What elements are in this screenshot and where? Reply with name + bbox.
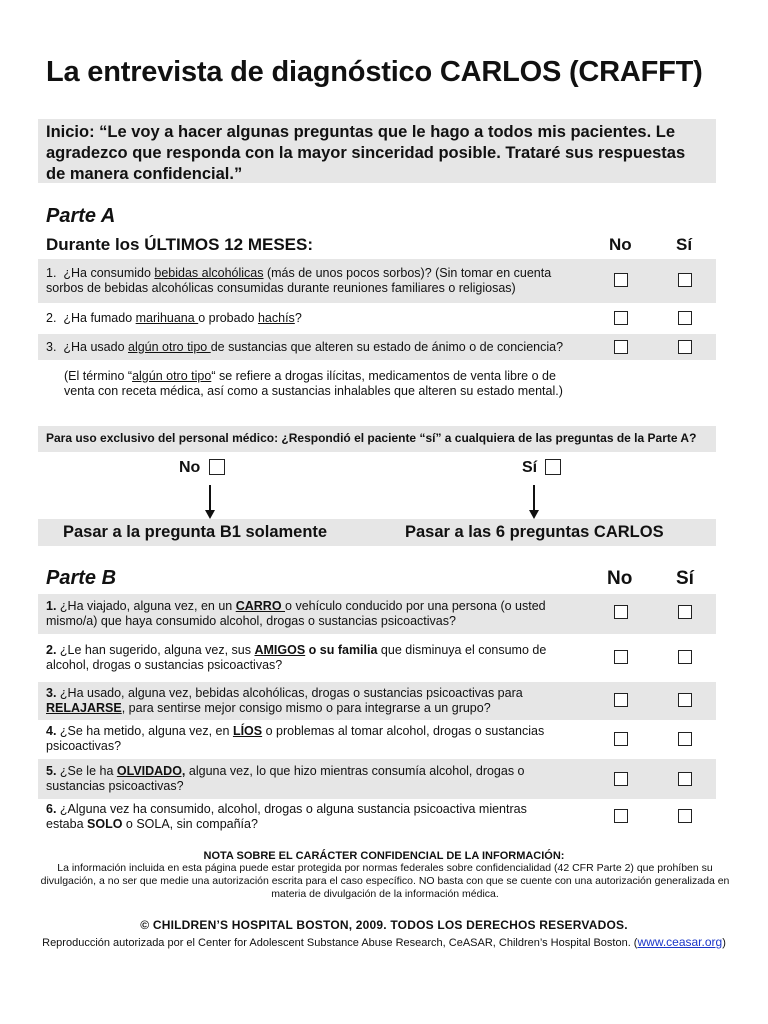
branch-si-label: Sí (522, 459, 538, 476)
text-part: que disminuya el consumo de alcohol, drogas o sustancias psicoactivas? (46, 643, 547, 672)
branch-no-checkbox[interactable] (209, 459, 225, 475)
question-text (46, 599, 566, 629)
part-b-q1-si-checkbox[interactable] (678, 605, 692, 619)
page-title: La entrevista de diagnóstico CARLOS (CRAFFT) (46, 56, 703, 88)
question-number: 6. (46, 802, 57, 816)
part-b-q4-no-checkbox[interactable] (614, 732, 628, 746)
question-text (46, 802, 566, 832)
part-a-heading: Durante los ÚLTIMOS 12 MESES: (46, 235, 314, 254)
keyword: SOLO (87, 817, 123, 831)
part-a-q1-no-checkbox[interactable] (614, 273, 628, 287)
text-part: ¿Ha consumido (63, 266, 155, 280)
closing-paren: ) (722, 937, 726, 949)
arrow-head-icon (205, 510, 215, 519)
underlined-term: algún otro tipo (132, 369, 212, 383)
underlined-term: hachís (257, 310, 295, 325)
underlined-term: marihuana (135, 310, 199, 325)
text-part: ? (294, 310, 302, 325)
text-part: (El término “ (64, 369, 133, 383)
staff-question: Para uso exclusivo del personal médico: ¿Respondió el paciente “sí” a cualquiera de las preguntas de la Parte A? (38, 426, 716, 452)
text-part: ¿Ha usado, alguna vez, bebidas alcohólicas, drogas o sustancias psicoactivas para (56, 686, 523, 700)
confidentiality-title: NOTA SOBRE EL CARÁCTER CONFIDENCIAL DE LA INFORMACIÓN: (203, 850, 565, 862)
intro-box: Inicio: “Le voy a hacer algunas preguntas que le hago a todos mis pacientes. Le agradezco que responda con la mayor sinceridad posible. Trataré sus respuestas de manera confidencial.” (38, 119, 716, 183)
question-text (46, 724, 566, 754)
part-a-q2-si-checkbox[interactable] (678, 311, 692, 325)
copyright: © CHILDREN’S HOSPITAL BOSTON, 2009. TODOS LOS DERECHOS RESERVADOS. (140, 918, 628, 932)
text-part: de sustancias que alteren su estado de ánimo o de conciencia? (210, 339, 564, 354)
text-part: ¿Ha viajado, alguna vez, en un (56, 599, 236, 613)
question-number: 4. (46, 724, 57, 738)
part-a-title: Parte A (46, 205, 116, 227)
part-a-col-si: Sí (676, 235, 693, 254)
question-text: 3. ¿Ha usado algún otro tipo de sustancias que alteren su estado de ánimo o de conciencia? (46, 339, 564, 354)
reproduction-note (0, 935, 768, 949)
arrow-head-icon (529, 510, 539, 519)
part-b-q6-no-checkbox[interactable] (614, 809, 628, 823)
text-part: o vehículo conducido por una persona (o usted mismo/a) que haya consumido alcohol, drogas o sustancias psicoactivas? (46, 599, 546, 628)
question-number: 1. (46, 599, 57, 613)
text-part: o problemas al tomar alcohol, drogas o sustancias psicoactivas? (46, 724, 545, 753)
part-b-q3-no-checkbox[interactable] (614, 693, 628, 707)
question-text (46, 686, 566, 716)
question-number: 3 (46, 339, 53, 354)
part-b-q5-si-checkbox[interactable] (678, 772, 692, 786)
confidentiality-body: La información incluida en esta página puede estar protegida por normas federales sobre confidencialidad (42 CFR Parte 2) que prohíben su divulgación, a no ser que medie una autorización escrita para el caso específico. NO basta con que se cuente con una autorización generalizada en materia de divulgación de la información médica. (40, 862, 730, 900)
question-number: 2. (46, 643, 57, 657)
part-a-q3-si-checkbox[interactable] (678, 340, 692, 354)
text-part: o probado (198, 310, 258, 325)
part-b-col-si: Sí (676, 568, 694, 589)
branch-actions-bar (38, 519, 716, 546)
question-text (46, 643, 566, 673)
keyword: LÍOS (232, 724, 263, 738)
underlined-term: algún otro tipo (128, 339, 211, 354)
text-part: ¿Ha fumado (63, 310, 136, 325)
ceasar-link[interactable]: www.ceasar.org (637, 935, 723, 949)
part-b-q6-si-checkbox[interactable] (678, 809, 692, 823)
question-text: 2. ¿Ha fumado marihuana o probado hachís? (46, 310, 302, 325)
part-b-q4-si-checkbox[interactable] (678, 732, 692, 746)
keyword: AMIGOS (254, 643, 306, 657)
part-a-col-no: No (609, 235, 632, 254)
part-a-q2-no-checkbox[interactable] (614, 311, 628, 325)
branch-no-label: No (179, 459, 201, 476)
question-number: 2 (46, 310, 53, 325)
part-b-q2-no-checkbox[interactable] (614, 650, 628, 664)
part-b-q1-no-checkbox[interactable] (614, 605, 628, 619)
part-b-q2-si-checkbox[interactable] (678, 650, 692, 664)
branch-si-checkbox[interactable] (545, 459, 561, 475)
part-a-q1-si-checkbox[interactable] (678, 273, 692, 287)
text-part: ¿Ha usado (63, 339, 128, 354)
underlined-term: bebidas alcohólicas (154, 266, 264, 280)
question-number: 1 (46, 266, 53, 280)
question-number: 5. (46, 764, 57, 778)
arrow-down-icon (533, 485, 535, 511)
part-b-q3-si-checkbox[interactable] (678, 693, 692, 707)
part-b-title: Parte B (46, 567, 117, 589)
keyword: o su familia (305, 643, 378, 657)
text-part: ¿Le han sugerido, alguna vez, sus (56, 643, 255, 657)
branch-no-action: Pasar a la pregunta B1 solamente (63, 523, 328, 541)
text-part: ¿Alguna vez ha consumido, alcohol, drogas o alguna sustancia psicoactiva mientras estaba (46, 802, 527, 831)
part-b-q5-no-checkbox[interactable] (614, 772, 628, 786)
text-part: ¿Se ha metido, alguna vez, en (56, 724, 233, 738)
reproduction-text: Reproducción autorizada por el Center for Adolescent Substance Abuse Research, CeASAR, Children’s Hospital Boston. ( (42, 937, 638, 949)
question-text (46, 764, 566, 794)
text-part: (más de unos pocos sorbos)? (Sin tomar en cuenta sorbos de bebidas alcohólicas consumidas durante reuniones familiares o religiosas) (46, 266, 552, 295)
text-part: ¿Se le ha (56, 764, 117, 778)
question-number: 3. (46, 686, 57, 700)
keyword: OLVIDADO, (116, 764, 186, 778)
part-b-col-no: No (607, 568, 633, 589)
arrow-down-icon (209, 485, 211, 511)
text-part: “ se refiere a drogas ilícitas, medicamentos de venta libre o de venta con receta médica, así como a sustancias inhalables que alteren su estado mental.) (64, 369, 563, 398)
part-a-q3-no-checkbox[interactable] (614, 340, 628, 354)
branch-si-action: Pasar a las 6 preguntas CARLOS (405, 523, 664, 541)
text-part: o SOLA, sin compañía? (122, 817, 258, 831)
part-a-note (64, 369, 584, 399)
text-part: , para sentirse mejor consigo mismo o para integrarse a un grupo? (121, 701, 491, 715)
text-part: alguna vez, lo que hizo mientras consumía alcohol, drogas o sustancias psicoactivas? (46, 764, 525, 793)
keyword: RELAJARSE (46, 701, 122, 715)
keyword: CARRO (235, 599, 286, 613)
question-text: 1. ¿Ha consumido bebidas alcohólicas (más de unos pocos sorbos)? (Sin tomar en cuenta sorbos de bebidas alcohólicas consumidas durante reuniones familiares o religiosas) (46, 266, 552, 295)
